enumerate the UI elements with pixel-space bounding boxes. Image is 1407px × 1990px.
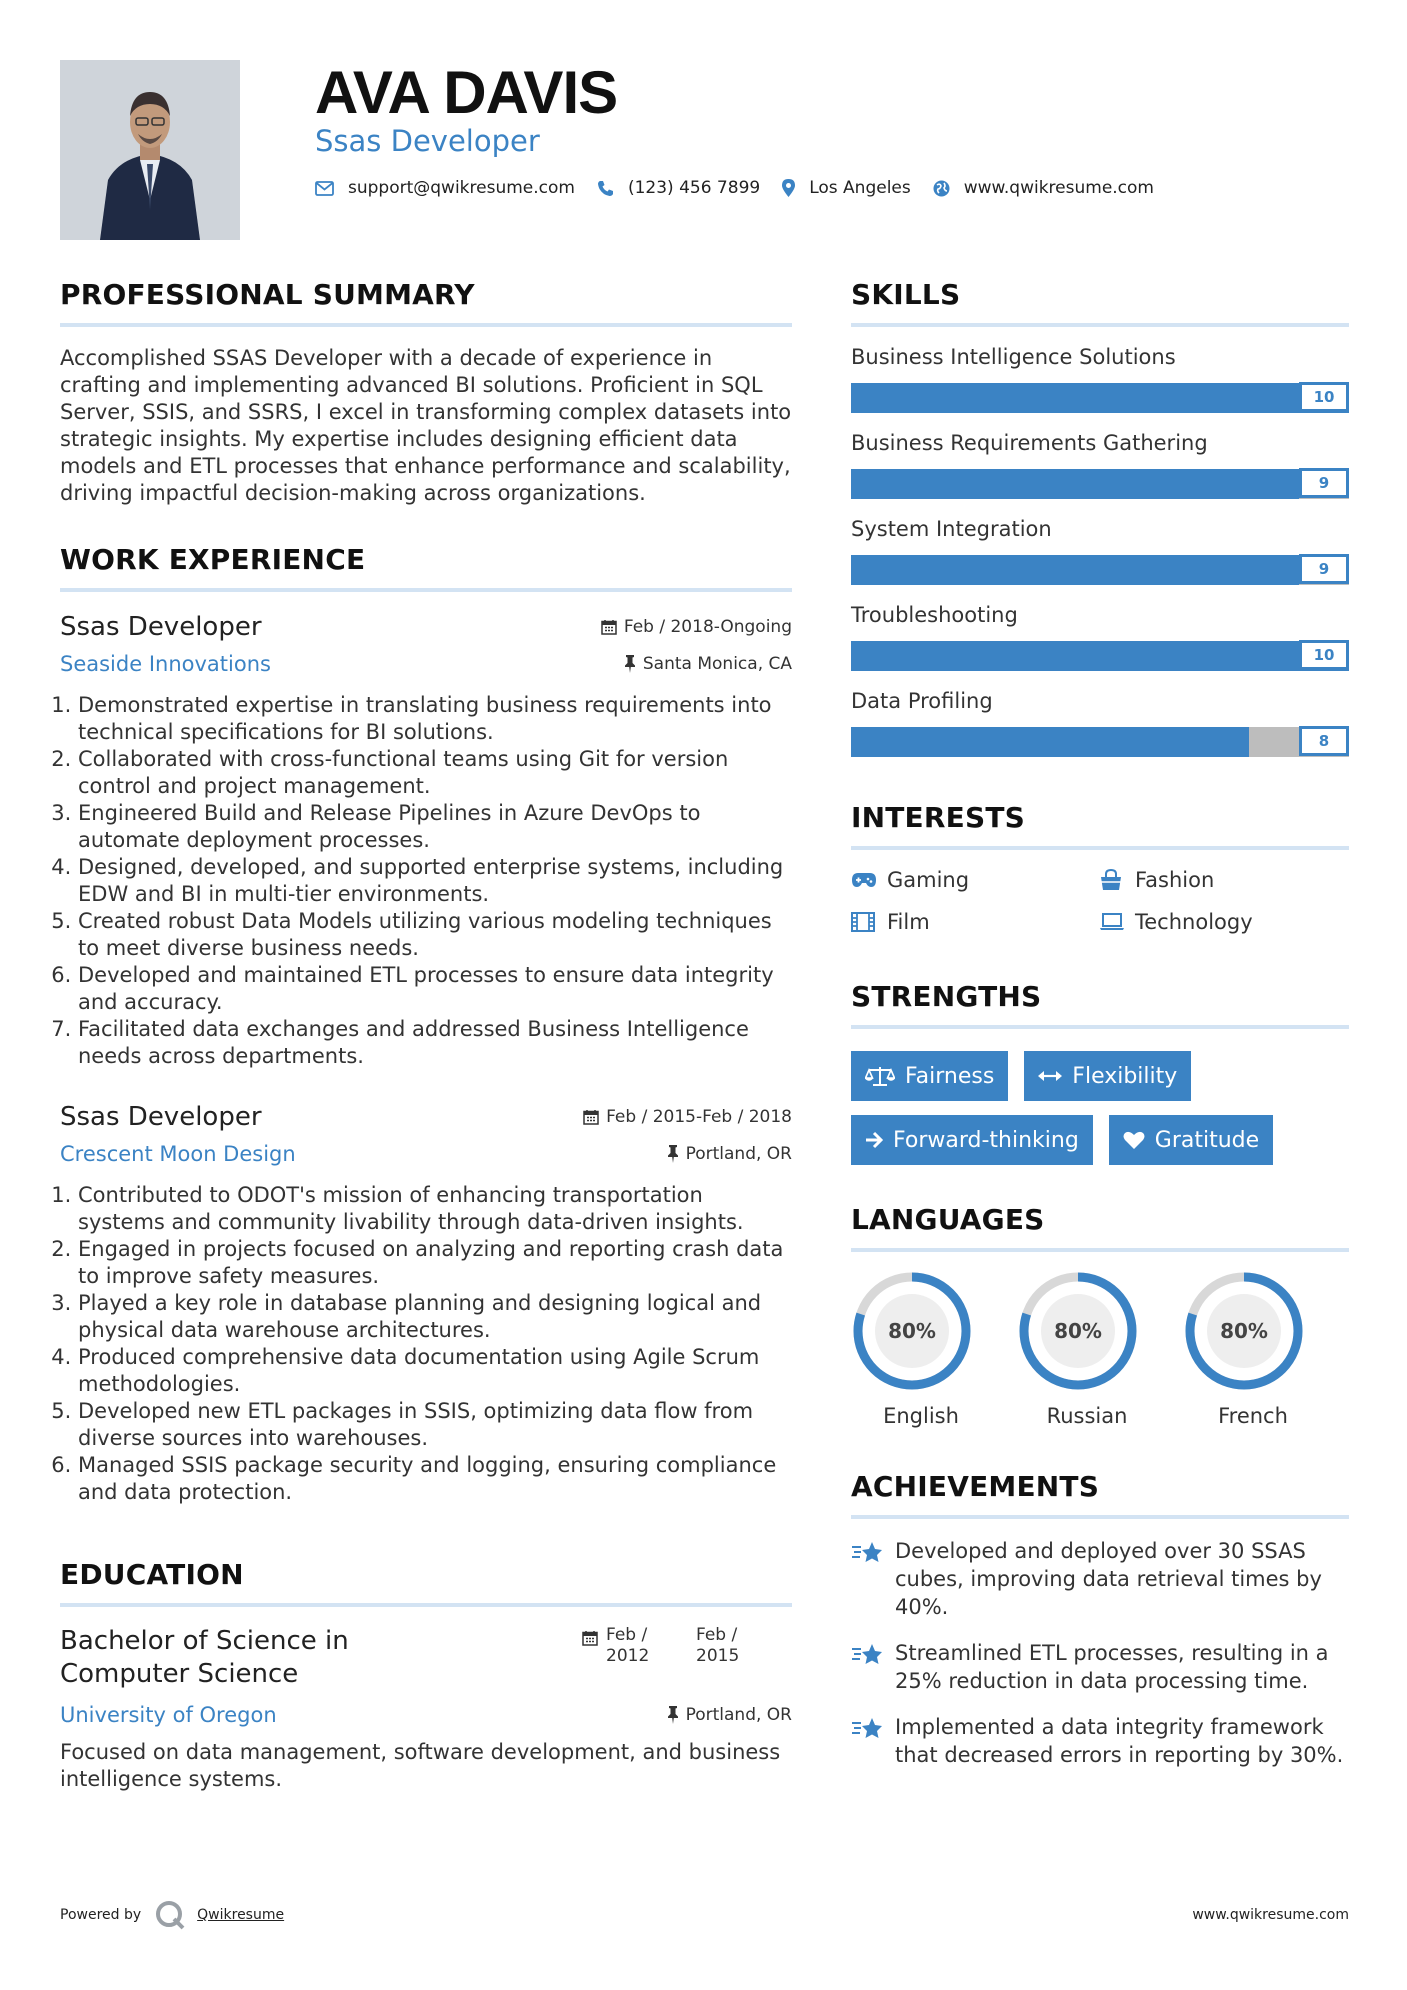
film-icon <box>851 912 887 932</box>
calendar-icon <box>583 1109 599 1125</box>
candidate-role: Ssas Developer <box>315 124 540 158</box>
strengths-heading: STRENGTHS <box>851 980 1349 1029</box>
skill-bar <box>851 383 1349 413</box>
list-item: 6. Managed SSIS package security and logging, ensuring compliance and data protection. <box>78 1452 792 1506</box>
gamepad-icon <box>851 871 887 889</box>
strength-tag <box>851 1051 1008 1101</box>
shooting-star-icon <box>851 1713 895 1769</box>
languages-list <box>851 1270 1349 1428</box>
skill-item <box>851 517 1349 585</box>
left-column <box>60 278 792 1793</box>
interest-label: Gaming <box>887 868 970 892</box>
skill-bar <box>851 555 1349 585</box>
qwikresume-logo-icon <box>155 1900 187 1930</box>
education-start-date: Feb / 2012 <box>606 1625 650 1666</box>
footer-url[interactable]: www.qwikresume.com <box>1192 1907 1349 1923</box>
education-degree: Bachelor of Science in Computer Science <box>60 1626 349 1689</box>
education-description: Focused on data management, software development, and business intelligence systems. <box>60 1740 781 1791</box>
job-duties <box>60 692 792 1070</box>
skill-item <box>851 431 1349 499</box>
contact-email[interactable]: support@qwikresume.com <box>348 178 575 198</box>
envelope-icon <box>315 181 334 196</box>
list-item: 1. Contributed to ODOT's mission of enhancing transportation systems and community livability through data-driven insights. <box>78 1182 792 1236</box>
shooting-star-icon <box>851 1639 895 1695</box>
shopping-bag-icon <box>1099 869 1135 891</box>
list-item: 4. Designed, developed, and supported enterprise systems, including EDW and BI in multi-tier environments. <box>78 854 792 908</box>
achievement-text: Implemented a data integrity framework that decreased errors in reporting by 30%. <box>895 1715 1344 1767</box>
strengths-list <box>851 1051 1349 1165</box>
arrow-right-icon <box>865 1131 883 1149</box>
skill-value: 9 <box>1299 468 1349 498</box>
contact-bar <box>315 178 1176 198</box>
shooting-star-icon <box>851 1537 895 1621</box>
list-item: 7. Facilitated data exchanges and addressed Business Intelligence needs across departments. <box>78 1016 792 1070</box>
education-location: Portland, OR <box>685 1705 792 1725</box>
list-item: 6. Developed and maintained ETL processes to ensure data integrity and accuracy. <box>78 962 792 1016</box>
language-ring <box>851 1270 973 1392</box>
list-item: 2. Collaborated with cross-functional teams using Git for version control and project management. <box>78 746 792 800</box>
arrows-horizontal-icon <box>1038 1069 1062 1083</box>
job-duties <box>60 1182 792 1506</box>
pushpin-icon <box>667 1145 679 1163</box>
strength-tag <box>851 1115 1093 1165</box>
achievement-text: Streamlined ETL processes, resulting in a 25% reduction in data processing time. <box>895 1641 1329 1693</box>
right-column <box>851 278 1349 1769</box>
achievements-heading: ACHIEVEMENTS <box>851 1470 1349 1519</box>
calendar-icon <box>601 619 617 635</box>
job-entry <box>60 1102 792 1506</box>
summary-heading: PROFESSIONAL SUMMARY <box>60 278 792 327</box>
skill-fill <box>851 383 1349 413</box>
candidate-name: AVA DAVIS <box>315 59 618 126</box>
powered-by-label: Powered by <box>60 1907 142 1923</box>
job-location: Santa Monica, CA <box>642 654 792 674</box>
pushpin-icon <box>667 1706 679 1724</box>
balance-scale-icon <box>865 1065 895 1087</box>
achievement-item <box>851 1713 1349 1769</box>
laptop-icon <box>1099 913 1135 931</box>
map-marker-icon <box>782 179 795 197</box>
strength-tag <box>1109 1115 1273 1165</box>
skill-name: Troubleshooting <box>851 603 1018 627</box>
strength-label: Flexibility <box>1072 1063 1178 1089</box>
contact-website[interactable]: www.qwikresume.com <box>963 178 1154 198</box>
list-item: 5. Developed new ETL packages in SSIS, optimizing data flow from diverse sources into warehouses. <box>78 1398 792 1452</box>
skill-name: Business Requirements Gathering <box>851 431 1208 455</box>
job-location: Portland, OR <box>685 1144 792 1164</box>
achievement-text: Developed and deployed over 30 SSAS cubes, improving data retrieval times by 40%. <box>895 1539 1322 1619</box>
interest-label: Fashion <box>1135 868 1215 892</box>
list-item: 3. Engineered Build and Release Pipelines in Azure DevOps to automate deployment processes. <box>78 800 792 854</box>
skill-name: Data Profiling <box>851 689 993 713</box>
globe-icon <box>933 180 950 197</box>
qwikresume-link[interactable]: Qwikresume <box>197 1907 285 1923</box>
education-end-date: Feb / 2015 <box>696 1625 740 1666</box>
strength-label: Fairness <box>905 1063 995 1089</box>
interests-list <box>851 868 1349 934</box>
language-name: French <box>1218 1404 1288 1428</box>
skill-bar <box>851 469 1349 499</box>
interest-label: Film <box>887 910 930 934</box>
education-school: University of Oregon <box>60 1703 277 1727</box>
interest-item <box>851 910 1099 934</box>
calendar-icon <box>582 1630 598 1646</box>
skill-item <box>851 345 1349 413</box>
skill-item <box>851 689 1349 757</box>
experience-heading: WORK EXPERIENCE <box>60 543 792 592</box>
list-item: 3. Played a key role in database planning and designing logical and physical data warehouse architectures. <box>78 1290 792 1344</box>
strength-tag <box>1024 1051 1191 1101</box>
powered-by <box>60 1900 284 1930</box>
list-item: 5. Created robust Data Models utilizing various modeling techniques to meet diverse business needs. <box>78 908 792 962</box>
job-title: Ssas Developer <box>60 612 262 642</box>
language-percent: 80% <box>888 1319 936 1343</box>
skills-list <box>851 345 1349 757</box>
job-title: Ssas Developer <box>60 1102 262 1132</box>
skill-value: 10 <box>1299 640 1349 670</box>
education-heading: EDUCATION <box>60 1558 792 1607</box>
job-dates: Feb / 2015-Feb / 2018 <box>606 1107 792 1127</box>
pushpin-icon <box>624 655 636 673</box>
languages-heading: LANGUAGES <box>851 1203 1349 1252</box>
language-name: Russian <box>1046 1404 1128 1428</box>
language-percent: 80% <box>1220 1319 1268 1343</box>
strength-label: Gratitude <box>1154 1127 1260 1153</box>
achievement-item <box>851 1537 1349 1621</box>
footer <box>60 1900 1349 1930</box>
achievement-item <box>851 1639 1349 1695</box>
job-company: Seaside Innovations <box>60 652 271 676</box>
achievements-list <box>851 1537 1349 1769</box>
interests-heading: INTERESTS <box>851 801 1349 850</box>
interest-item <box>1099 910 1347 934</box>
strength-label: Forward-thinking <box>893 1127 1079 1153</box>
skill-bar <box>851 641 1349 671</box>
skill-fill <box>851 469 1299 499</box>
phone-icon <box>597 180 614 197</box>
list-item: 2. Engaged in projects focused on analyzing and reporting crash data to improve safety measures. <box>78 1236 792 1290</box>
skill-name: System Integration <box>851 517 1052 541</box>
skill-value: 8 <box>1299 726 1349 756</box>
interest-item <box>851 868 1099 892</box>
list-item: 4. Produced comprehensive data documentation using Agile Scrum methodologies. <box>78 1344 792 1398</box>
skill-fill <box>851 727 1249 757</box>
language-item <box>1183 1270 1349 1428</box>
language-percent: 80% <box>1054 1319 1102 1343</box>
summary-text: Accomplished SSAS Developer with a decade of experience in crafting and implementing advanced BI solutions. Proficient in SQL Server, SSIS, and SSRS, I excel in transforming complex datasets into strategic insights. My expertise includes designing efficient data models and ETL processes that enhance performance and scalability, driving impactful decision-making across organizations. <box>60 346 792 505</box>
skill-name: Business Intelligence Solutions <box>851 345 1176 369</box>
heart-icon <box>1123 1130 1145 1150</box>
job-dates: Feb / 2018-Ongoing <box>623 617 792 637</box>
skill-fill <box>851 555 1299 585</box>
language-ring <box>1017 1270 1139 1392</box>
contact-location: Los Angeles <box>809 178 911 198</box>
skill-value: 10 <box>1299 382 1349 412</box>
language-name: English <box>883 1404 959 1428</box>
language-ring <box>1183 1270 1305 1392</box>
skill-fill <box>851 641 1349 671</box>
interest-label: Technology <box>1135 910 1253 934</box>
skill-item <box>851 603 1349 671</box>
skill-bar <box>851 727 1349 757</box>
job-entry <box>60 612 792 1070</box>
skills-heading: SKILLS <box>851 278 1349 327</box>
job-company: Crescent Moon Design <box>60 1142 296 1166</box>
list-item: 1. Demonstrated expertise in translating business requirements into technical specifications for BI solutions. <box>78 692 792 746</box>
interest-item <box>1099 868 1347 892</box>
contact-phone[interactable]: (123) 456 7899 <box>627 178 761 198</box>
profile-photo <box>60 60 240 240</box>
skill-value: 9 <box>1299 554 1349 584</box>
